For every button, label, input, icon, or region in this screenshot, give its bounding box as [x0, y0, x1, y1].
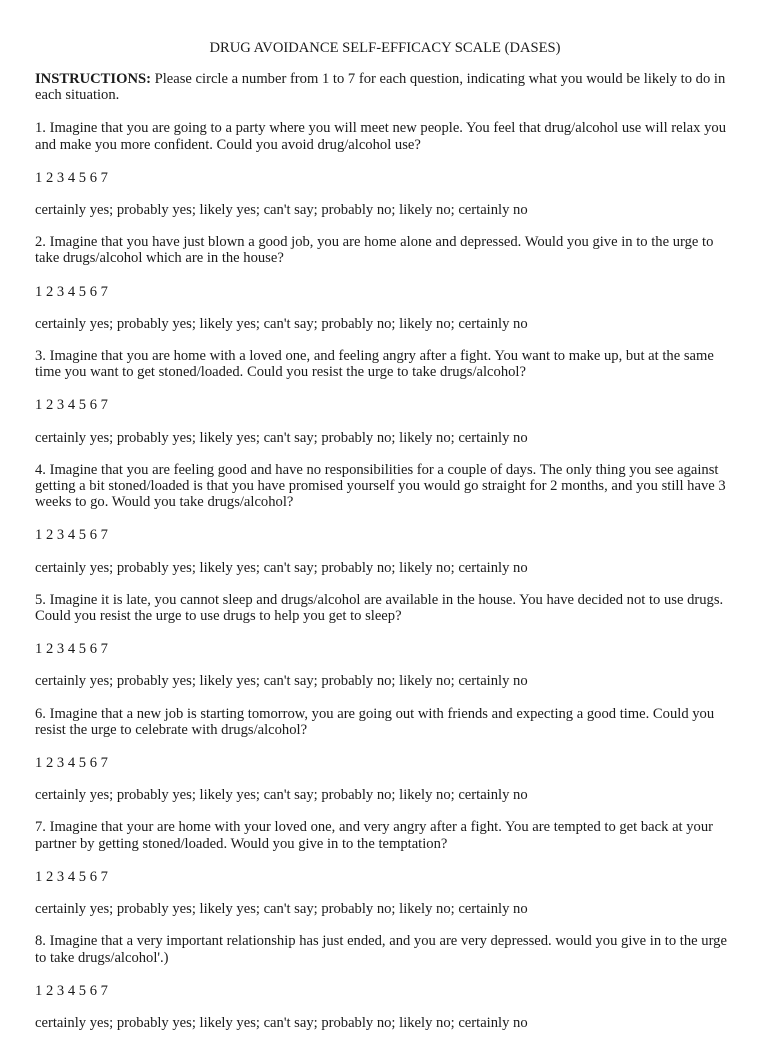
- rating-scale: 1 2 3 4 5 6 7: [35, 868, 108, 885]
- rating-options: certainly yes; probably yes; likely yes; can't say; probably no; likely no; certainly no: [35, 315, 528, 332]
- question-item-7: [35, 819, 735, 917]
- question-item-3: [35, 348, 735, 446]
- rating-options: certainly yes; probably yes; likely yes; can't say; probably no; likely no; certainly no: [35, 787, 528, 804]
- question-text: 4. Imagine that you are feeling good and have no responsibilities for a couple of days. The only thing you see against getting a bit stoned/loaded is that you have promised yourself you would go straight for 2 months, and you still have 3 weeks to go. Would you take drugs/alcohol?: [35, 461, 726, 511]
- question-text: 1. Imagine that you are going to a party where you will meet new people. You feel that drug/alcohol use will relax you and make you more confident. Could you avoid drug/alcohol use?: [35, 120, 726, 153]
- rating-scale: 1 2 3 4 5 6 7: [35, 982, 108, 999]
- rating-options: certainly yes; probably yes; likely yes; can't say; probably no; likely no; certainly no: [35, 901, 528, 918]
- rating-options: certainly yes; probably yes; likely yes; can't say; probably no; likely no; certainly no: [35, 429, 528, 446]
- question-item-6: [35, 706, 735, 804]
- rating-scale: 1 2 3 4 5 6 7: [35, 397, 108, 414]
- question-text: 8. Imagine that a very important relationship has just ended, and you are very depressed. would you give in to the urge to take drugs/alcohol'.): [35, 933, 727, 966]
- page-title: DRUG AVOIDANCE SELF-EFFICACY SCALE (DASES): [209, 40, 561, 56]
- document-page: [35, 40, 735, 1047]
- question-text: 5. Imagine it is late, you cannot sleep and drugs/alcohol are available in the house. You have decided not to use drugs. Could you resist the urge to use drugs to help you get to sleep?: [35, 591, 724, 625]
- question-item-1: [35, 120, 735, 218]
- rating-options: certainly yes; probably yes; likely yes; can't say; probably no; likely no; certainly no: [35, 673, 528, 690]
- instructions: [35, 71, 735, 103]
- rating-scale: 1 2 3 4 5 6 7: [35, 283, 108, 300]
- rating-scale: 1 2 3 4 5 6 7: [35, 527, 108, 544]
- instructions-label: INSTRUCTIONS:: [35, 71, 151, 87]
- question-item-5: [35, 592, 735, 690]
- rating-scale: 1 2 3 4 5 6 7: [35, 755, 108, 772]
- rating-options: certainly yes; probably yes; likely yes; can't say; probably no; likely no; certainly no: [35, 202, 528, 219]
- rating-scale: 1 2 3 4 5 6 7: [35, 641, 108, 658]
- rating-options: certainly yes; probably yes; likely yes; can't say; probably no; likely no; certainly no: [35, 559, 528, 576]
- question-item-2: [35, 234, 735, 332]
- question-text: 6. Imagine that a new job is starting tomorrow, you are going out with friends and expecting a good time. Could you resist the urge to celebrate with drugs/alcohol?: [35, 705, 715, 738]
- question-item-4: [35, 462, 735, 576]
- question-item-8: [35, 933, 735, 1031]
- rating-scale: 1 2 3 4 5 6 7: [35, 169, 108, 186]
- question-text: 7. Imagine that your are home with your loved one, and very angry after a fight. You are tempted to get back at your partner by getting stoned/loaded. Would you give in to the temptation?: [35, 819, 713, 852]
- question-text: 3. Imagine that you are home with a loved one, and feeling angry after a fight. You want to make up, but at the same time you want to get stoned/loaded. Could you resist the urge to take drugs/alcohol?: [35, 348, 714, 381]
- rating-options: certainly yes; probably yes; likely yes; can't say; probably no; likely no; certainly no: [35, 1014, 528, 1031]
- question-text: 2. Imagine that you have just blown a good job, you are home alone and depressed. Would you give in to the urge to take drugs/alcohol which are in the house?: [35, 234, 714, 267]
- instructions-text: Please circle a number from 1 to 7 for each question, indicating what you would be likely to do in each situation.: [35, 71, 726, 104]
